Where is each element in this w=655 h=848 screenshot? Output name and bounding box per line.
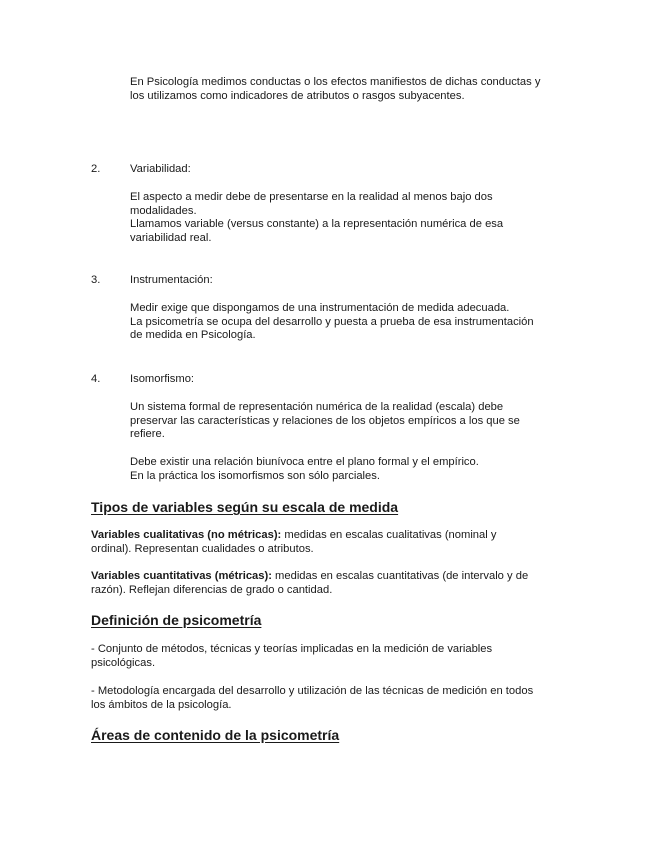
text-line: de medida en Psicología.: [130, 329, 256, 342]
cuantitativas-paragraph: [91, 570, 528, 597]
section-heading-areas: Áreas de contenido de la psicometría: [91, 727, 340, 743]
definicion-paragraph-1: [91, 643, 492, 670]
text-line: - Metodología encargada del desarrollo y utilización de las técnicas de medición en todos: [91, 685, 534, 697]
text-line: - Conjunto de métodos, técnicas y teorías implicadas en la medición de variables: [91, 643, 493, 655]
item-title-instrumentacion: Instrumentación:: [130, 274, 213, 286]
text-line: preservar las características y relaciones de los objetos empíricos a los que se: [130, 414, 520, 427]
item-title-variabilidad: Variabilidad:: [130, 163, 191, 175]
text-line: psicológicas.: [91, 656, 156, 669]
text-line: [91, 529, 496, 543]
isomorfismo-paragraph-1: [130, 401, 520, 442]
text-line: razón). Reflejan diferencias de grado o cantidad.: [91, 583, 333, 596]
definition-text: medidas en escalas cualitativas (nominal y: [281, 529, 497, 541]
item-number: 3.: [91, 274, 101, 286]
text-line: [91, 570, 528, 584]
cualitativas-paragraph: [91, 529, 496, 556]
text-line: variabilidad real.: [130, 231, 212, 244]
text-line: El aspecto a medir debe de presentarse en la realidad al menos bajo dos: [130, 191, 493, 203]
instrumentacion-paragraph: [130, 302, 534, 343]
item-number: 4.: [91, 373, 101, 385]
text-line: Medir exige que dispongamos de una instrumentación de medida adecuada.: [130, 302, 510, 314]
text-line: La psicometría se ocupa del desarrollo y puesta a prueba de esa instrumentación: [130, 315, 534, 328]
text-line: Un sistema formal de representación numérica de la realidad (escala) debe: [130, 401, 504, 413]
definicion-paragraph-2: [91, 685, 533, 712]
text-line: los ámbitos de la psicología.: [91, 698, 232, 711]
text-line: En Psicología medimos conductas o los efectos manifiestos de dichas conductas y: [130, 76, 541, 88]
text-line: Llamamos variable (versus constante) a la representación numérica de esa: [130, 218, 504, 231]
term-cuantitativas: Variables cuantitativas (métricas):: [91, 570, 272, 582]
section-heading-tipos-variables: Tipos de variables según su escala de medida: [91, 499, 399, 515]
text-line: ordinal). Representan cualidades o atributos.: [91, 542, 314, 555]
text-line: los utilizamos como indicadores de atributos o rasgos subyacentes.: [130, 89, 465, 102]
isomorfismo-paragraph-2: [130, 456, 479, 483]
section-heading-definicion: Definición de psicometría: [91, 612, 262, 628]
variabilidad-paragraph: [130, 191, 503, 245]
text-line: En la práctica los isomorfismos son sólo parciales.: [130, 469, 380, 482]
text-line: modalidades.: [130, 204, 197, 217]
text-line: refiere.: [130, 428, 165, 441]
term-cualitativas: Variables cualitativas (no métricas):: [91, 529, 282, 541]
item-number: 2.: [91, 163, 101, 175]
item-title-isomorfismo: Isomorfismo:: [130, 373, 195, 385]
intro-paragraph: [130, 76, 540, 103]
definition-text: medidas en escalas cuantitativas (de intervalo y de: [271, 570, 529, 582]
text-line: Debe existir una relación biunívoca entre el plano formal y el empírico.: [130, 456, 479, 468]
